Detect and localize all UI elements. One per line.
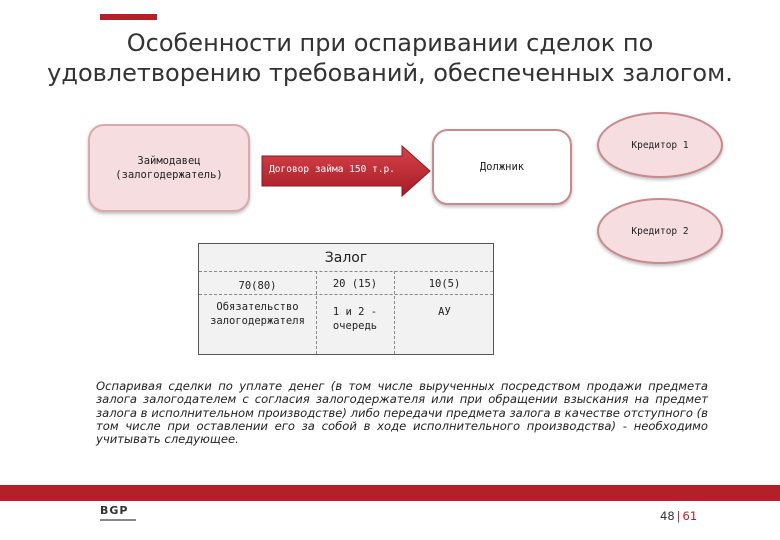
table-cell: 70(80) <box>238 280 277 292</box>
body-paragraph: Оспаривая сделки по уплате денег (в том числе вырученных посредством продажи предмета залога залогодателем с согласия залогодержателя или при обращении взыскания на предмет залога в исполнительном производстве) либо передачи предмета залога в качестве отступного (в том числе при оставлении его за собой в ходе исполнительного производства) - необходимо учитывать следующее. <box>96 379 708 447</box>
footer-bar <box>0 485 780 501</box>
table-divider <box>199 294 493 295</box>
debtor-label: Должник <box>479 161 525 173</box>
slide-title: Особенности при оспаривании сделок по удовлетворению требований, обеспеченных залогом. <box>47 29 733 87</box>
table-cell: 10(5) <box>428 278 461 290</box>
lender-role-label: (залогодержатель) <box>115 169 223 181</box>
creditor-2-oval <box>597 198 723 264</box>
page-current: 48 <box>660 509 675 523</box>
page-number <box>660 509 760 523</box>
table-cell: АУ <box>438 306 451 318</box>
loan-arrow-label: Договор займа 150 т.р. <box>269 164 395 175</box>
page-separator: | <box>676 509 681 523</box>
table-cell: Обязательство залогодержателя <box>210 301 305 327</box>
accent-bar <box>100 14 157 20</box>
page-total: 61 <box>682 509 698 523</box>
creditor-1-label: Кредитор 1 <box>631 139 689 151</box>
lender-box <box>88 124 250 212</box>
logo-text: BGP <box>100 504 129 517</box>
company-logo <box>100 504 140 530</box>
debtor-box <box>432 129 572 205</box>
table-cell: 20 (15) <box>332 278 378 290</box>
pledge-table <box>198 243 494 355</box>
table-cell: 1 и 2 - очередь <box>332 306 378 332</box>
creditor-2-label: Кредитор 2 <box>631 225 689 237</box>
pledge-table-header: Залог <box>199 244 493 272</box>
creditor-1-oval <box>597 112 723 178</box>
lender-label: Займодавец <box>137 155 201 167</box>
logo-underline <box>100 519 136 521</box>
